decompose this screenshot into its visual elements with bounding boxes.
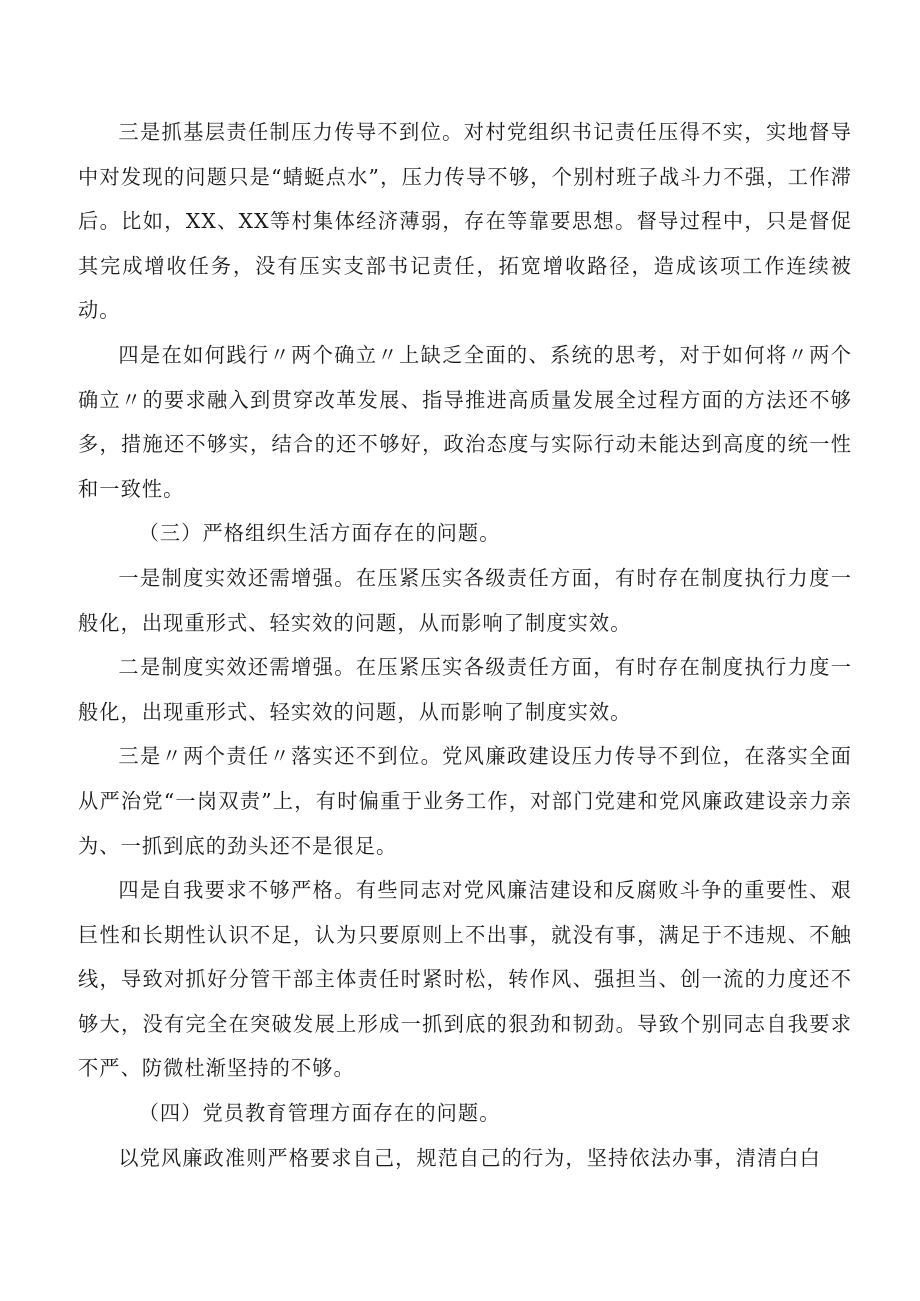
paragraph-system-effectiveness-2: 二是制度实效还需增强。在压紧压实各级责任方面，有时存在制度执行力度一般化，出现重形式、轻实效的问题，从而影响了制度实效。 (78, 655, 852, 724)
document-body (78, 110, 852, 1180)
paragraph-integrity-standards: 以党风廉政准则严格要求自己，规范自己的行为，坚持依法办事，清清白白 (118, 1145, 821, 1170)
section-heading-member-education: （四）党员教育管理方面存在的问题。 (138, 1101, 501, 1126)
paragraph-system-effectiveness-1: 一是制度实效还需增强。在压紧压实各级责任方面，有时存在制度执行力度一般化，出现重形式、轻实效的问题，从而影响了制度实效。 (78, 565, 852, 635)
paragraph-two-responsibilities: 三是〃两个责任〃落实还不到位。党风廉政建设压力传导不到位，在落实全面从严治党“一岗双责”上，有时偏重于业务工作，对部门党建和党风廉政建设亲力亲为、一抓到底的劲头还不是很足。 (78, 744, 852, 858)
paragraph-self-discipline: 四是自我要求不够严格。有些同志对党风廉洁建设和反腐败斗争的重要性、艰巨性和长期性认识不足，认为只要原则上不出事，就没有事，满足于不违规、不触线，导致对抓好分管干部主体责任时紧时松，转作风、强担当、创一流的力度还不够大，没有完全在突破发展上形成一抓到底的狠劲和韧劲。导致个别同志自我要求不严、防微杜渐坚持的不够。 (78, 878, 852, 1081)
section-heading-organizational-life: （三）严格组织生活方面存在的问题。 (138, 521, 501, 546)
paragraph-two-establishments: 四是在如何践行〃两个确立〃上缺乏全面的、系统的思考，对于如何将〃两个确立〃的要求融入到贯穿改革发展、指导推进高质量发展全过程方面的方法还不够多，措施还不够实，结合的还不够好，政治态度与实际行动未能达到高度的统一性和一致性。 (78, 342, 852, 501)
paragraph-grassroots-responsibility: 三是抓基层责任制压力传导不到位。对村党组织书记责任压得不实，实地督导中对发现的问题只是“蜻蜓点水”，压力传导不够，个别村班子战斗力不强，工作滞后。比如，XX、XX等村集体经济薄弱，存在等靠要思想。督导过程中，只是督促其完成增收任务，没有压实支部书记责任，拓宽增收路径，造成该项工作连续被动。 (78, 120, 852, 323)
